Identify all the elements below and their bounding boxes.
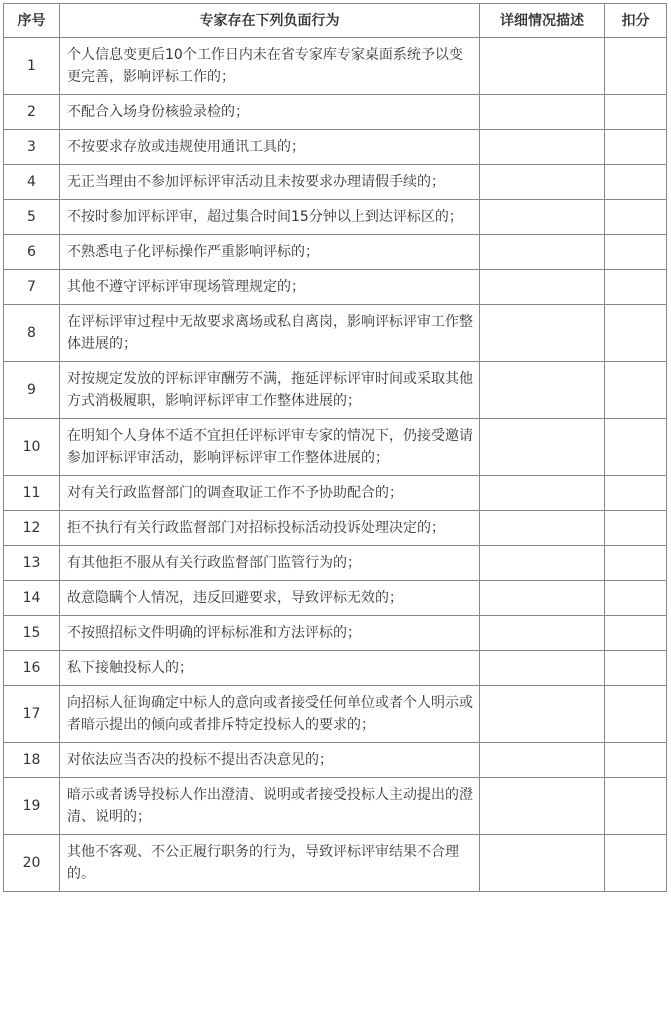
deduction-cell <box>605 362 667 419</box>
deduction-cell <box>605 200 667 235</box>
row-number: 18 <box>4 743 60 778</box>
header-row <box>4 4 667 38</box>
table-row <box>4 38 667 95</box>
detail-cell <box>480 778 605 835</box>
deduction-cell <box>605 270 667 305</box>
table-row <box>4 651 667 686</box>
deduction-cell <box>605 419 667 476</box>
detail-cell <box>480 835 605 892</box>
deduction-cell <box>605 95 667 130</box>
table-row <box>4 362 667 419</box>
deduction-cell <box>605 651 667 686</box>
deduction-cell <box>605 835 667 892</box>
detail-cell <box>480 38 605 95</box>
deduction-cell <box>605 686 667 743</box>
table-row <box>4 419 667 476</box>
row-number: 15 <box>4 616 60 651</box>
row-number: 3 <box>4 130 60 165</box>
behavior-text: 向招标人征询确定中标人的意向或者接受任何单位或者个人明示或者暗示提出的倾向或者排斥特定投标人的要求的； <box>60 686 480 743</box>
detail-cell <box>480 95 605 130</box>
row-number: 7 <box>4 270 60 305</box>
deduction-cell <box>605 581 667 616</box>
table-row <box>4 546 667 581</box>
deduction-cell <box>605 778 667 835</box>
detail-cell <box>480 616 605 651</box>
behavior-text: 在明知个人身体不适不宜担任评标评审专家的情况下，仍接受邀请参加评标评审活动，影响评标评审工作整体进展的； <box>60 419 480 476</box>
detail-cell <box>480 511 605 546</box>
behavior-text: 对依法应当否决的投标不提出否决意见的； <box>60 743 480 778</box>
behavior-text: 个人信息变更后10个工作日内未在省专家库专家桌面系统予以变更完善，影响评标工作的； <box>60 38 480 95</box>
row-number: 2 <box>4 95 60 130</box>
behavior-text: 其他不客观、不公正履行职务的行为，导致评标评审结果不合理的。 <box>60 835 480 892</box>
deduction-cell <box>605 476 667 511</box>
behavior-text: 对按规定发放的评标评审酬劳不满，拖延评标评审时间或采取其他方式消极履职，影响评标评审工作整体进展的； <box>60 362 480 419</box>
detail-cell <box>480 686 605 743</box>
row-number: 5 <box>4 200 60 235</box>
behavior-text: 其他不遵守评标评审现场管理规定的； <box>60 270 480 305</box>
deduction-cell <box>605 511 667 546</box>
behavior-text: 拒不执行有关行政监督部门对招标投标活动投诉处理决定的； <box>60 511 480 546</box>
detail-cell <box>480 581 605 616</box>
detail-cell <box>480 362 605 419</box>
detail-cell <box>480 130 605 165</box>
header-no: 序号 <box>4 4 60 38</box>
table-row <box>4 476 667 511</box>
table-row <box>4 616 667 651</box>
behavior-text: 不熟悉电子化评标操作严重影响评标的； <box>60 235 480 270</box>
behavior-text: 对有关行政监督部门的调查取证工作不予协助配合的； <box>60 476 480 511</box>
row-number: 14 <box>4 581 60 616</box>
row-number: 19 <box>4 778 60 835</box>
detail-cell <box>480 270 605 305</box>
table-row <box>4 270 667 305</box>
detail-cell <box>480 200 605 235</box>
table-row <box>4 95 667 130</box>
table-row <box>4 305 667 362</box>
deduction-cell <box>605 165 667 200</box>
deduction-cell <box>605 38 667 95</box>
deduction-cell <box>605 546 667 581</box>
detail-cell <box>480 419 605 476</box>
row-number: 8 <box>4 305 60 362</box>
deduction-cell <box>605 130 667 165</box>
row-number: 4 <box>4 165 60 200</box>
detail-cell <box>480 651 605 686</box>
detail-cell <box>480 476 605 511</box>
table-row <box>4 511 667 546</box>
behavior-text: 故意隐瞒个人情况，违反回避要求，导致评标无效的； <box>60 581 480 616</box>
behavior-text: 不按时参加评标评审，超过集合时间15分钟以上到达评标区的； <box>60 200 480 235</box>
behavior-text: 不按要求存放或违规使用通讯工具的； <box>60 130 480 165</box>
header-detail: 详细情况描述 <box>480 4 605 38</box>
detail-cell <box>480 305 605 362</box>
behavior-text: 在评标评审过程中无故要求离场或私自离岗，影响评标评审工作整体进展的； <box>60 305 480 362</box>
table-row <box>4 130 667 165</box>
deduction-cell <box>605 305 667 362</box>
detail-cell <box>480 743 605 778</box>
row-number: 17 <box>4 686 60 743</box>
behavior-text: 不按照招标文件明确的评标标准和方法评标的； <box>60 616 480 651</box>
behavior-text: 私下接触投标人的； <box>60 651 480 686</box>
row-number: 1 <box>4 38 60 95</box>
row-number: 9 <box>4 362 60 419</box>
row-number: 11 <box>4 476 60 511</box>
header-deduction: 扣分 <box>605 4 667 38</box>
table-row <box>4 235 667 270</box>
deduction-cell <box>605 616 667 651</box>
behavior-text: 不配合入场身份核验录检的； <box>60 95 480 130</box>
deduction-cell <box>605 235 667 270</box>
row-number: 12 <box>4 511 60 546</box>
table-row <box>4 581 667 616</box>
header-behavior: 专家存在下列负面行为 <box>60 4 480 38</box>
table-row <box>4 778 667 835</box>
negative-behavior-table <box>3 3 667 892</box>
detail-cell <box>480 165 605 200</box>
table-row <box>4 200 667 235</box>
row-number: 20 <box>4 835 60 892</box>
detail-cell <box>480 546 605 581</box>
table-row <box>4 743 667 778</box>
row-number: 16 <box>4 651 60 686</box>
table-row <box>4 165 667 200</box>
row-number: 10 <box>4 419 60 476</box>
behavior-text: 暗示或者诱导投标人作出澄清、说明或者接受投标人主动提出的澄清、说明的； <box>60 778 480 835</box>
behavior-text: 有其他拒不服从有关行政监督部门监管行为的； <box>60 546 480 581</box>
row-number: 13 <box>4 546 60 581</box>
table-row <box>4 686 667 743</box>
row-number: 6 <box>4 235 60 270</box>
table-row <box>4 835 667 892</box>
deduction-cell <box>605 743 667 778</box>
behavior-text: 无正当理由不参加评标评审活动且未按要求办理请假手续的； <box>60 165 480 200</box>
detail-cell <box>480 235 605 270</box>
